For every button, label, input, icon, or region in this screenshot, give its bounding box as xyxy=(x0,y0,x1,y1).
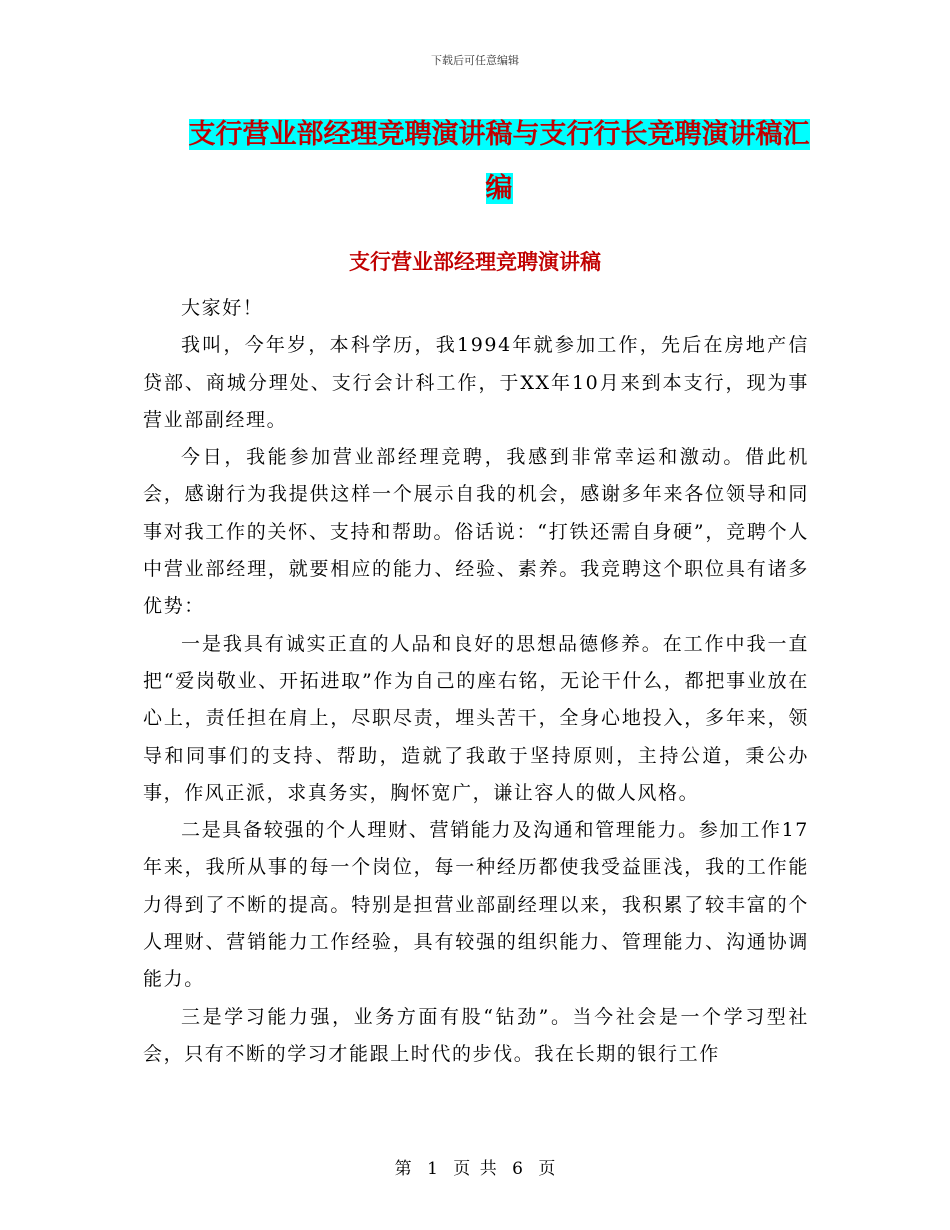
paragraph-advantage-3: 三是学习能力强，业务方面有股“钻劲”。当今社会是一个学习型社会，只有不断的学习才能跟上时代的步伐。我在长期的银行工作 xyxy=(143,1005,809,1065)
document-body xyxy=(143,290,809,1073)
paragraph-advantage-1: 一是我具有诚实正直的人品和良好的思想品德修养。在工作中我一直把“爱岗敬业、开拓进取”作为自己的座右铭，无论干什么，都把事业放在心上，责任担在肩上，尽职尽责，埋头苦干，全身心地投入，多年来，领导和同事们的支持、帮助，造就了我敢于坚持原则，主持公道，秉公办事，作风正派，求真务实，胸怀宽广，谦让容人的做人风格。 xyxy=(143,632,809,804)
paragraph-greeting: 大家好！ xyxy=(181,297,264,319)
section-title: 支行营业部经理竞聘演讲稿 xyxy=(349,250,601,274)
footer-prefix: 第 xyxy=(394,1159,412,1179)
footer-page-total: 6 xyxy=(512,1159,523,1179)
paragraph-intro: 我叫，今年岁，本科学历，我1994年就参加工作，先后在房地产信贷部、商城分理处、支行会计科工作，于XX年10月来到本支行，现为事营业部副经理。 xyxy=(143,334,809,431)
footer-page-current: 1 xyxy=(427,1159,438,1179)
paragraph-advantage-2: 二是具备较强的个人理财、营销能力及沟通和管理能力。参加工作17年来，我所从事的每一个岗位，每一种经历都使我受益匪浅，我的工作能力得到了不断的提高。特别是担营业部副经理以来，我积累了较丰富的个人理财、营销能力工作经验，具有较强的组织能力、管理能力、沟通协调能力。 xyxy=(143,819,809,991)
footer-suffix: 页 xyxy=(538,1159,556,1179)
footer-mid: 页 共 xyxy=(453,1159,497,1179)
document-title-text: 支行营业部经理竞聘演讲稿与支行行长竞聘演讲稿汇编 xyxy=(188,119,810,204)
page-header-note: 下载后可任意编辑 xyxy=(431,54,519,67)
page-footer xyxy=(0,1154,950,1179)
paragraph-thanks: 今日，我能参加营业部经理竞聘，我感到非常幸运和激动。借此机会，感谢行为我提供这样一个展示自我的机会，感谢多年来各位领导和同事对我工作的关怀、支持和帮助。俗话说：“打铁还需自身硬”，竞聘个人中营业部经理，就要相应的能力、经验、素养。我竞聘这个职位具有诸多优势： xyxy=(143,446,809,618)
document-title xyxy=(188,108,810,216)
